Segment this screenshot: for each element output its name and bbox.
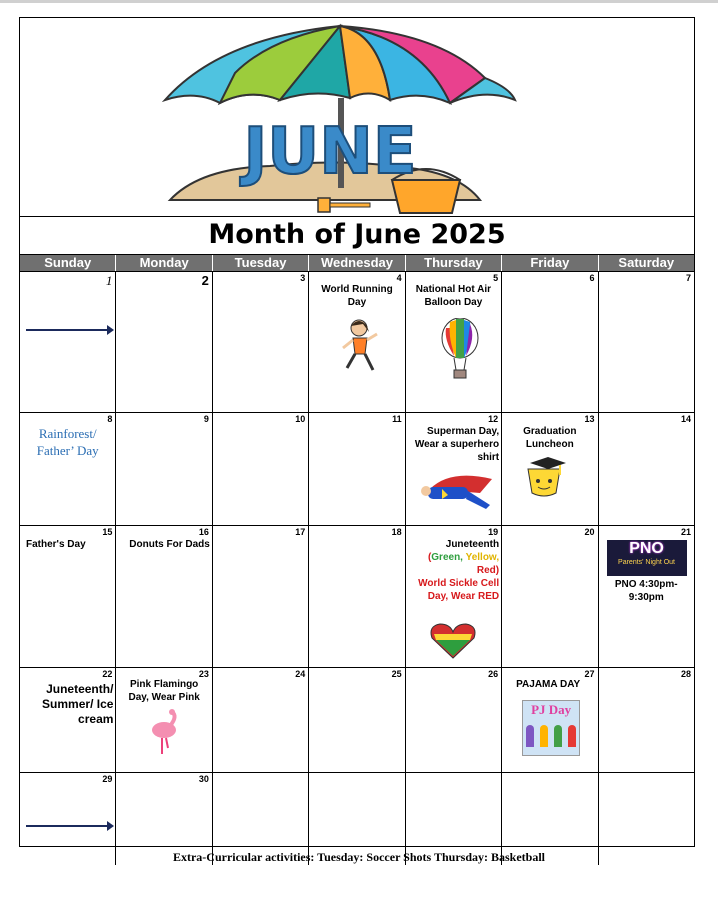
- weekday-friday: Friday: [502, 255, 598, 271]
- date-number: 22: [102, 669, 113, 679]
- juneteenth-colors-red: Red): [476, 565, 500, 576]
- date-number: 17: [295, 527, 306, 537]
- day-cell[interactable]: [309, 413, 405, 525]
- event-text: PAJAMA DAY: [516, 679, 581, 690]
- day-cell[interactable]: [213, 668, 309, 772]
- date-number: 30: [198, 774, 209, 784]
- date-number: 10: [295, 414, 306, 424]
- day-cell[interactable]: [309, 668, 405, 772]
- weekday-monday: Monday: [116, 255, 212, 271]
- date-number: 23: [198, 669, 209, 679]
- hot-air-balloon-icon: [440, 318, 480, 382]
- day-cell[interactable]: [213, 526, 309, 667]
- event-text: Donuts For Dads: [129, 539, 210, 550]
- day-cell[interactable]: [116, 526, 212, 667]
- date-number: 20: [584, 527, 595, 537]
- day-cell[interactable]: [213, 413, 309, 525]
- page-title: Month of June 2025: [20, 217, 694, 255]
- weekday-saturday: Saturday: [618, 255, 675, 270]
- date-number: 21: [680, 527, 691, 537]
- graduation-cup-icon: [520, 453, 568, 501]
- day-cell[interactable]: [116, 413, 212, 525]
- runner-girl-icon: [337, 318, 381, 376]
- date-number: 2: [201, 273, 209, 288]
- event-text: Juneteenth: [445, 539, 500, 550]
- date-number: 14: [680, 414, 691, 424]
- event-text: Rainforest/ Father’ Day: [36, 426, 99, 458]
- date-number: 25: [391, 669, 402, 679]
- event-text: World Sickle Cell Day, Wear RED: [418, 578, 500, 602]
- date-number: 1: [105, 273, 113, 288]
- date-number: 11: [392, 414, 402, 424]
- date-number: 26: [488, 669, 499, 679]
- day-cell[interactable]: [406, 413, 502, 525]
- footer-note: Extra-Curricular activities: Tuesday: Soccer Shots Thursday: Basketball: [172, 850, 546, 864]
- day-cell[interactable]: [20, 272, 116, 412]
- date-number: 27: [584, 669, 595, 679]
- date-number: 5: [493, 273, 499, 283]
- day-cell[interactable]: [20, 413, 116, 525]
- day-cell[interactable]: [309, 272, 405, 412]
- date-number: 15: [102, 527, 113, 537]
- day-cell[interactable]: [599, 668, 694, 772]
- day-cell[interactable]: [599, 413, 694, 525]
- day-cell[interactable]: [20, 526, 116, 667]
- date-number: 9: [203, 414, 209, 424]
- superman-icon: [420, 469, 496, 515]
- week-row: [20, 526, 694, 668]
- date-number: 6: [589, 273, 595, 283]
- event-text: Father's Day: [26, 539, 86, 550]
- day-cell[interactable]: [116, 272, 212, 412]
- arrow-right-icon: [26, 329, 108, 331]
- day-cell[interactable]: [406, 668, 502, 772]
- week-row: [20, 668, 694, 773]
- day-cell[interactable]: [309, 526, 405, 667]
- top-border: [0, 0, 718, 3]
- weekday-thursday: Thursday: [406, 255, 502, 271]
- event-text: PNO 4:30pm-9:30pm: [614, 579, 678, 603]
- date-number: 19: [488, 527, 499, 537]
- date-number: 29: [102, 774, 113, 784]
- banner-word: JUNE: [243, 115, 417, 189]
- calendar-frame: [19, 17, 695, 847]
- flamingo-icon: [148, 708, 182, 756]
- week-row: [20, 272, 694, 413]
- event-text: National Hot Air Balloon Day: [415, 284, 491, 308]
- juneteenth-event: [408, 538, 499, 603]
- day-cell[interactable]: [406, 272, 502, 412]
- juneteenth-heart-icon: [428, 622, 478, 660]
- weekday-header: [20, 255, 694, 272]
- juneteenth-colors: (Green, Yellow,: [427, 552, 500, 563]
- day-cell[interactable]: [406, 526, 502, 667]
- event-text: Juneteenth/ Summer/ Ice cream: [42, 682, 114, 726]
- day-cell[interactable]: [502, 526, 598, 667]
- weekday-sunday: Sunday: [20, 255, 116, 271]
- date-number: 28: [680, 669, 691, 679]
- arrow-right-icon: [26, 825, 108, 827]
- event-text: Superman Day, Wear a superhero shirt: [414, 426, 500, 463]
- date-number: 12: [488, 414, 499, 424]
- weekday-wednesday: Wednesday: [309, 255, 405, 271]
- date-number: 16: [198, 527, 209, 537]
- pno-logo: PNO Parents' Night Out: [607, 540, 687, 576]
- date-number: 18: [391, 527, 402, 537]
- date-number: 8: [107, 414, 113, 424]
- weekday-tuesday: Tuesday: [213, 255, 309, 271]
- day-cell[interactable]: [502, 413, 598, 525]
- week-row: [20, 413, 694, 526]
- event-text: World Running Day: [321, 284, 393, 308]
- june-banner: [20, 18, 694, 217]
- date-number: 24: [295, 669, 306, 679]
- day-cell[interactable]: [599, 272, 694, 412]
- date-number: 13: [584, 414, 595, 424]
- day-cell[interactable]: [599, 526, 694, 667]
- day-cell[interactable]: [20, 668, 116, 772]
- day-cell[interactable]: [502, 668, 598, 772]
- day-cell[interactable]: [116, 668, 212, 772]
- date-number: 4: [396, 273, 402, 283]
- date-number: 3: [300, 273, 306, 283]
- day-cell[interactable]: [502, 272, 598, 412]
- date-number: 7: [685, 273, 691, 283]
- kids-icon: [523, 725, 579, 747]
- calendar-grid: [20, 272, 694, 865]
- pj-day-image: PJ Day: [522, 700, 580, 756]
- day-cell[interactable]: [213, 272, 309, 412]
- event-text: Pink Flamingo Day, Wear Pink: [128, 679, 200, 703]
- umbrella-beach-illustration: [20, 18, 694, 216]
- event-text: Graduation Luncheon: [523, 426, 577, 450]
